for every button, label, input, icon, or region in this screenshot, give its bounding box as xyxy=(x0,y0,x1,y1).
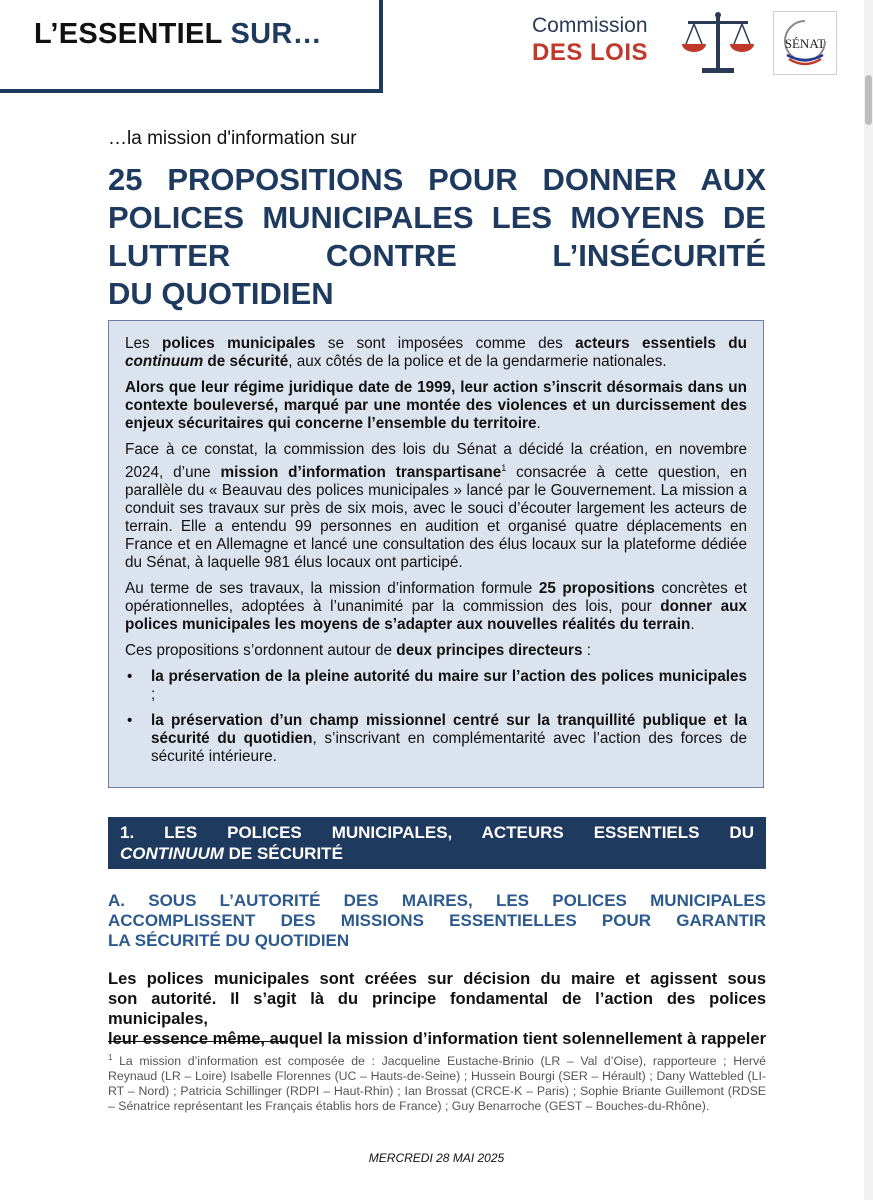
summary-paragraph-4: Au terme de ses travaux, la mission d’information formule 25 propositions concrètes et opérationnelles, adoptées à l’unanimité par la commission des lois, pour donner aux polices municipales les moyens de s’adapter aux nouvelles réalités du terrain. xyxy=(125,580,748,634)
summary-box xyxy=(108,320,764,788)
header-title xyxy=(34,18,322,51)
principles-list xyxy=(125,668,747,766)
body-line-3: leur essence même, auquel la mission d’information tient solennellement à rappeler xyxy=(108,1030,766,1048)
summary-paragraph-3: Face à ce constat, la commission des lois du Sénat a décidé la création, en novembre 2024, d’une mission d’information transpartisane$^1$ consacrée à cette question, en parallèle du « Beauvau des polices municipales » lancé par le Gouvernement. La mission a conduit ses travaux sur près de six mois, avec le souci d’écouter largement les acteurs de terrain. Elle a entendu 99 personnes en audition et organisé quatre déplacements en France et en Allemagne et lancé une consultation des élus locaux sur la plateforme dédiée du Sénat, à laquelle 981 élus locaux ont participé. xyxy=(125,441,747,572)
scrollbar-thumb[interactable] xyxy=(865,75,872,125)
senat-logo xyxy=(773,11,837,75)
header-box xyxy=(0,0,383,93)
body-line-2: son autorité. Il s’agit là du principe fondamental de l’action des polices municipales, xyxy=(108,990,766,1028)
summary-paragraph-1: Les polices municipales se sont imposées comme des acteurs essentiels du continuum de sécurité, aux côtés de la police et de la gendarmerie nationales. xyxy=(125,335,747,370)
title-line-3: LUTTER CONTRE L’INSÉCURITÉ xyxy=(108,238,766,273)
body-line-1: Les polices municipales sont créées sur décision du maire et agissent sous xyxy=(108,970,766,988)
title-line-4: DU QUOTIDIEN xyxy=(108,276,334,311)
intro-text: …la mission d'information sur xyxy=(108,128,357,149)
list-item: • la préservation de la pleine autorité du maire sur l’action des polices municipales ; xyxy=(125,668,747,704)
summary-paragraph-5: Ces propositions s’ordonnent autour de deux principes directeurs : xyxy=(125,642,591,660)
page-title xyxy=(108,161,766,313)
publication-date: MERCREDI 28 MAI 2025 xyxy=(368,1151,505,1165)
section-heading-line1: 1. LES POLICES MUNICIPALES, ACTEURS ESSENTIELS DU xyxy=(120,823,754,842)
senat-emblem xyxy=(773,11,837,75)
commission-des-lois-logo xyxy=(532,14,672,67)
subsection-line1: A. SOUS L’AUTORITÉ DES MAIRES, LES POLICES MUNICIPALES xyxy=(108,891,766,910)
senat-logo-text: SÉNAT xyxy=(784,36,826,51)
subsection-line3: LA SÉCURITÉ DU QUOTIDIEN xyxy=(108,931,350,950)
header-title-part1: L’ESSENTIEL xyxy=(34,18,223,50)
footnote-reference[interactable]: 1 xyxy=(501,463,507,473)
section-heading-line2: CONTINUUM DE SÉCURITÉ xyxy=(120,844,343,863)
summary-paragraph-2: Alors que leur régime juridique date de 1999, leur action s’inscrit désormais dans un contexte bouleversé, marqué par une montée des violences et un durcissement des enjeux sécuritaires qui concerne l’ensemble du territoire. xyxy=(125,379,747,432)
title-line-1: 25 PROPOSITIONS POUR DONNER AUX xyxy=(108,162,766,197)
footnote xyxy=(108,1050,766,1114)
subsection-heading-a xyxy=(108,891,766,951)
commission-line1: Commission xyxy=(532,14,648,37)
section-heading-1 xyxy=(108,817,766,869)
subsection-line2: ACCOMPLISSENT DES MISSIONS ESSENTIELLES POUR GARANTIR xyxy=(108,911,766,930)
footnote-number: 1 xyxy=(108,1053,113,1062)
title-line-2: POLICES MUNICIPALES LES MOYENS DE xyxy=(108,200,766,235)
list-item: • la préservation d’un champ missionnel centré sur la tranquillité publique et la sécurité du quotidien, s’inscrivant en complémentarité avec l’action des forces de sécurité intérieure. xyxy=(125,712,747,766)
commission-line2: DES LOIS xyxy=(532,39,649,66)
footnote-text: La mission d’information est composée de : Jacqueline Eustache-Brinio (LR – Val d’Oise), rapporteure ; Hervé Reynaud (LR – Loire) Isabelle Florennes (UC – Hauts-de-Seine) ; Hussein Bourgi (SER – Hérault) ; Dany Wattebled (LI-RT – Nord) ; Patricia Schillinger (RDPI – Haut-Rhin) ; Ian Brossat (CRCE-K – Paris) ; Sophie Briante Guillemont (RDSE – Sénatrice représentant les Français établis hors de France) ; Guy Benarroche (GEST – Bouches-du-Rhône). xyxy=(108,1054,766,1114)
footnote-divider xyxy=(108,1041,288,1042)
scrollbar[interactable] xyxy=(864,0,873,1200)
scales-of-justice-icon xyxy=(680,10,756,76)
header-title-part2: SUR… xyxy=(230,18,322,50)
body-paragraph xyxy=(108,969,766,1049)
